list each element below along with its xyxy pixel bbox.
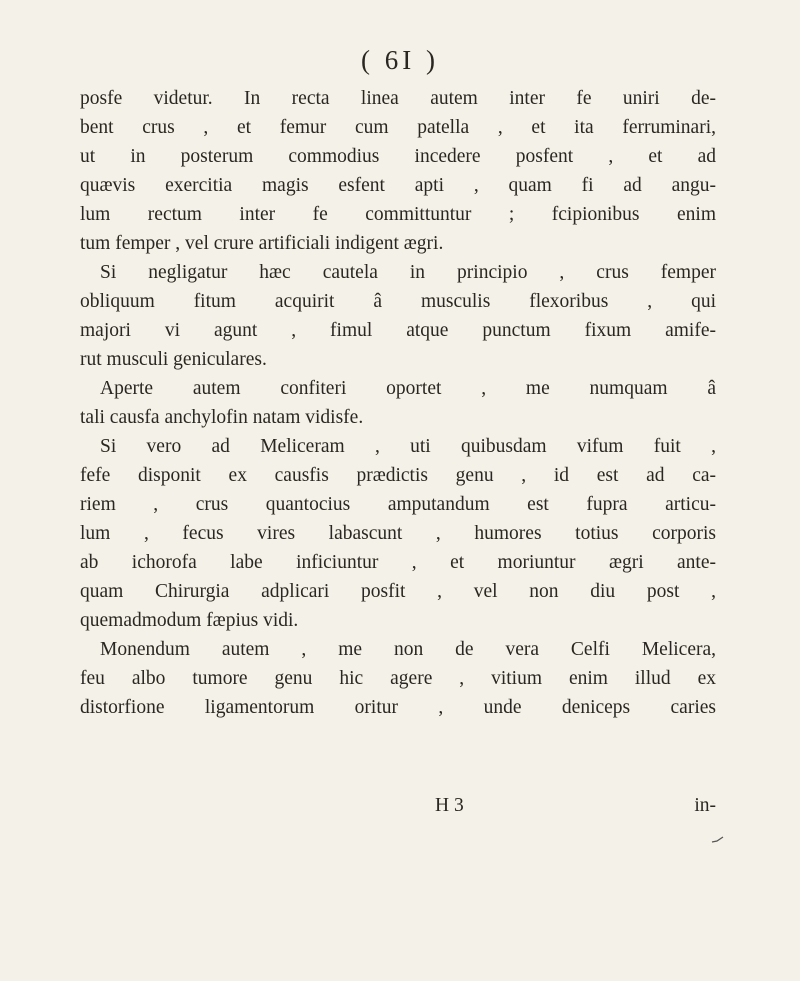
body-text (80, 84, 716, 722)
catchword: in- (694, 795, 716, 816)
page-footer (80, 791, 716, 820)
text-line: ut in posterum commodius incedere posfent , et ad (80, 146, 716, 167)
text-line: riem , crus quantocius amputandum est fupra articu- (80, 494, 716, 515)
text-line: rut musculi geniculares. (80, 349, 267, 370)
text-line: tum femper , vel crure artificiali indigent ægri. (80, 233, 444, 254)
ink-mark-decoration (711, 836, 725, 844)
text-line: quam Chirurgia adplicari posfit , vel non diu post , (80, 581, 716, 602)
text-line: tali causfa anchylofin natam vidisfe. (80, 407, 364, 428)
text-line: Aperte autem confiteri oportet , me numquam â (100, 378, 716, 399)
text-line: Si vero ad Meliceram , uti quibusdam vifum fuit , (100, 436, 716, 457)
text-line: majori vi agunt , fimul atque punctum fixum amife- (80, 320, 716, 341)
text-line: Si negligatur hæc cautela in principio , crus femper (100, 262, 716, 283)
text-line: lum , fecus vires labascunt , humores totius corporis (80, 523, 716, 544)
text-line: lum rectum inter fe committuntur ; fcipionibus enim (80, 204, 716, 225)
page-number: ( 6I ) (361, 45, 439, 75)
text-line: posfe videtur. In recta linea autem inter fe uniri de- (80, 88, 716, 109)
text-line: feu albo tumore genu hic agere , vitium enim illud ex (80, 668, 716, 689)
signature-mark: H 3 (435, 795, 464, 816)
text-line: quemadmodum fæpius vidi. (80, 610, 299, 631)
text-line: bent crus , et femur cum patella , et ita ferruminari, (80, 117, 716, 138)
text-line: fefe disponit ex causfis prædictis genu , id est ad ca- (80, 465, 716, 486)
text-line: ab ichorofa labe inficiuntur , et moriuntur ægri ante- (80, 552, 716, 573)
text-line: distorfione ligamentorum oritur , unde deniceps caries (80, 697, 716, 718)
text-line: quævis exercitia magis esfent apti , quam fi ad angu- (80, 175, 716, 196)
text-line: Monendum autem , me non de vera Celfi Melicera, (100, 639, 716, 660)
text-line: obliquum fitum acquirit â musculis flexoribus , qui (80, 291, 716, 312)
